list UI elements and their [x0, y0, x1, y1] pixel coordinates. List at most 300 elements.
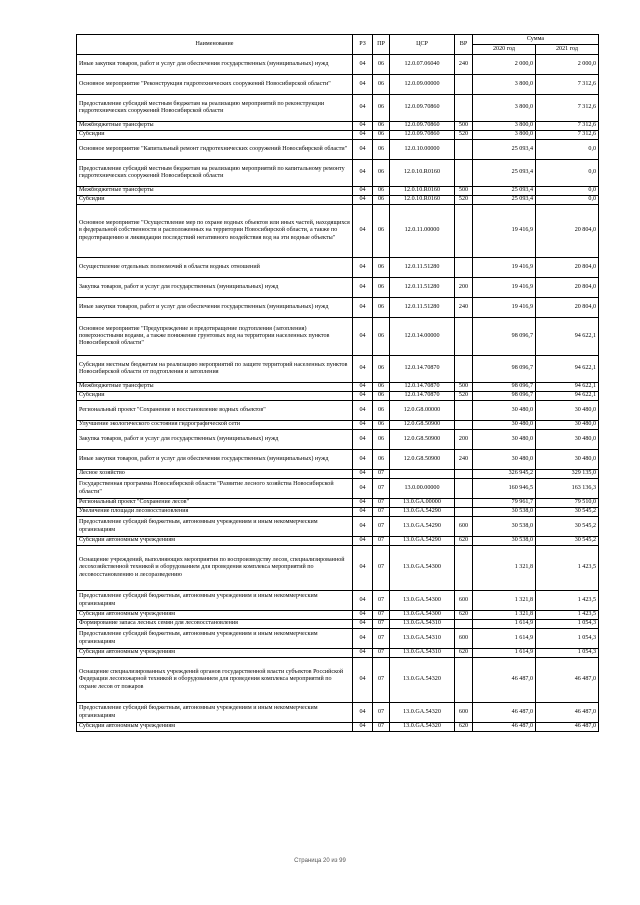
cell-pr: 07 — [373, 479, 390, 499]
cell-name: Предоставление субсидий местным бюджетам на реализацию мероприятий по капитальному ремонту гидротехнических сооружений Новосибирской области — [77, 160, 353, 187]
cell-pr: 07 — [373, 723, 390, 732]
cell-name: Основное мероприятие "Капитальный ремонт гидротехнических сооружений Новосибирской области" — [77, 140, 353, 160]
cell-vr — [455, 160, 473, 187]
cell-2020: 25 093,4 — [473, 187, 536, 196]
cell-2021: 1 054,3 — [536, 629, 599, 649]
cell-2021: 30 480,0 — [536, 401, 599, 421]
cell-rz: 04 — [353, 658, 373, 703]
cell-pr: 06 — [373, 187, 390, 196]
header-year-2020: 2020 год — [473, 45, 536, 55]
cell-2021: 94 622,1 — [536, 383, 599, 392]
cell-vr: 200 — [455, 430, 473, 450]
cell-pr: 06 — [373, 356, 390, 383]
cell-name: Предоставление субсидий бюджетным, автономным учреждениям и иным некоммерческим организациям — [77, 629, 353, 649]
cell-pr: 06 — [373, 401, 390, 421]
cell-pr: 06 — [373, 258, 390, 278]
cell-2021: 94 622,1 — [536, 318, 599, 356]
cell-name: Межбюджетные трансферты — [77, 187, 353, 196]
cell-rz: 04 — [353, 160, 373, 187]
table-row — [77, 122, 599, 131]
table-row — [77, 187, 599, 196]
table-row — [77, 508, 599, 517]
cell-2021: 163 136,3 — [536, 479, 599, 499]
cell-2021: 7 312,6 — [536, 75, 599, 95]
cell-2020: 1 321,8 — [473, 546, 536, 591]
cell-pr: 06 — [373, 318, 390, 356]
cell-csr: 13.0.GA.54310 — [390, 629, 455, 649]
cell-pr: 06 — [373, 131, 390, 140]
header-rz: РЗ — [353, 35, 373, 55]
cell-2020: 30 480,0 — [473, 430, 536, 450]
cell-rz: 04 — [353, 187, 373, 196]
cell-2020: 19 416,9 — [473, 298, 536, 318]
cell-vr: 240 — [455, 55, 473, 75]
cell-csr — [390, 470, 455, 479]
cell-name: Иные закупки товаров, работ и услуг для обеспечения государственных (муниципальных) нужд — [77, 298, 353, 318]
cell-vr: 600 — [455, 703, 473, 723]
cell-vr — [455, 421, 473, 430]
page-footer: Страница 20 из 99 — [294, 858, 346, 864]
cell-pr: 07 — [373, 629, 390, 649]
cell-csr: 12.0.G8.50900 — [390, 450, 455, 470]
cell-2021: 20 804,0 — [536, 258, 599, 278]
cell-vr — [455, 479, 473, 499]
table-row — [77, 205, 599, 258]
cell-rz: 04 — [353, 401, 373, 421]
table-row — [77, 591, 599, 611]
cell-rz: 04 — [353, 258, 373, 278]
table-row — [77, 196, 599, 205]
cell-csr: 12.0.G8.50900 — [390, 421, 455, 430]
cell-pr: 06 — [373, 55, 390, 75]
cell-vr: 600 — [455, 517, 473, 537]
cell-csr: 12.0.14.00000 — [390, 318, 455, 356]
cell-csr: 12.0.11.51280 — [390, 278, 455, 298]
cell-vr: 600 — [455, 629, 473, 649]
cell-csr: 12.0.09.70860 — [390, 95, 455, 122]
cell-name: Субсидии — [77, 392, 353, 401]
cell-vr — [455, 258, 473, 278]
cell-csr: 12.0.G8.50900 — [390, 430, 455, 450]
table-row — [77, 703, 599, 723]
cell-2020: 19 416,9 — [473, 258, 536, 278]
cell-2020: 30 538,0 — [473, 508, 536, 517]
cell-rz: 04 — [353, 318, 373, 356]
table-row — [77, 95, 599, 122]
cell-rz: 04 — [353, 517, 373, 537]
cell-rz: 04 — [353, 620, 373, 629]
table-row — [77, 546, 599, 591]
cell-name: Предоставление субсидий бюджетным, автономным учреждениям и иным некоммерческим организациям — [77, 703, 353, 723]
table-row — [77, 160, 599, 187]
cell-vr: 600 — [455, 591, 473, 611]
cell-2021: 0,0 — [536, 196, 599, 205]
table-row — [77, 392, 599, 401]
cell-name: Оснащение специализированных учреждений органов государственной власти субъектов Российской Федерации лесопожарной техникой и оборудованием для проведения комплекса мероприятий по охране лесов от пожаров — [77, 658, 353, 703]
cell-pr: 06 — [373, 196, 390, 205]
cell-2021: 1 054,3 — [536, 620, 599, 629]
cell-csr: 13.0.GA.54300 — [390, 591, 455, 611]
cell-2021: 30 480,0 — [536, 421, 599, 430]
cell-name: Лесное хозяйство — [77, 470, 353, 479]
cell-2021: 2 000,0 — [536, 55, 599, 75]
table-row — [77, 450, 599, 470]
table-row — [77, 383, 599, 392]
cell-name: Субсидии автономным учреждениям — [77, 649, 353, 658]
cell-rz: 04 — [353, 278, 373, 298]
cell-name: Межбюджетные трансферты — [77, 383, 353, 392]
cell-2021: 94 622,1 — [536, 392, 599, 401]
cell-vr — [455, 620, 473, 629]
cell-pr: 06 — [373, 278, 390, 298]
cell-rz: 04 — [353, 649, 373, 658]
cell-rz: 04 — [353, 421, 373, 430]
cell-name: Межбюджетные трансферты — [77, 122, 353, 131]
cell-rz: 04 — [353, 499, 373, 508]
cell-pr: 06 — [373, 122, 390, 131]
header-sum: Сумма — [473, 35, 599, 45]
cell-2020: 19 416,9 — [473, 278, 536, 298]
cell-2021: 30 545,2 — [536, 537, 599, 546]
table-row — [77, 430, 599, 450]
table-row — [77, 629, 599, 649]
cell-2020: 1 614,9 — [473, 649, 536, 658]
cell-pr: 06 — [373, 298, 390, 318]
table-body — [77, 55, 599, 732]
cell-2021: 0,0 — [536, 140, 599, 160]
cell-name: Региональный проект "Сохранение лесов" — [77, 499, 353, 508]
cell-rz: 04 — [353, 703, 373, 723]
cell-vr: 500 — [455, 383, 473, 392]
cell-2021: 0,0 — [536, 187, 599, 196]
cell-vr — [455, 318, 473, 356]
cell-2020: 30 480,0 — [473, 450, 536, 470]
cell-2021: 0,0 — [536, 160, 599, 187]
cell-2020: 98 096,7 — [473, 318, 536, 356]
header-vr: ВР — [455, 35, 473, 55]
cell-2020: 1 321,8 — [473, 591, 536, 611]
table-row — [77, 611, 599, 620]
header-year-2021: 2021 год — [536, 45, 599, 55]
cell-pr: 06 — [373, 430, 390, 450]
cell-2020: 3 800,0 — [473, 75, 536, 95]
cell-vr — [455, 546, 473, 591]
cell-name: Увеличение площади лесовосстановления — [77, 508, 353, 517]
cell-2021: 20 804,0 — [536, 298, 599, 318]
cell-name: Закупка товаров, работ и услуг для государственных (муниципальных) нужд — [77, 430, 353, 450]
cell-pr: 07 — [373, 517, 390, 537]
cell-2021: 30 480,0 — [536, 430, 599, 450]
cell-2020: 3 800,0 — [473, 131, 536, 140]
cell-2020: 46 487,0 — [473, 723, 536, 732]
cell-csr: 13.0.GA.54300 — [390, 546, 455, 591]
cell-name: Оснащение учреждений, выполняющих мероприятия по воспроизводству лесов, специализированной лесохозяйственной техникой и оборудованием для проведения комплекса мероприятий по лесовосстановлению и лесоразведению — [77, 546, 353, 591]
cell-vr: 520 — [455, 196, 473, 205]
cell-name: Основное мероприятие "Предупреждение и предотвращение подтопления (затопления) поверхностными водами, а также понижение грунтовых вод на территории населенных пунктов Новосибирской области" — [77, 318, 353, 356]
cell-csr: 12.0.11.51280 — [390, 298, 455, 318]
cell-2021: 1 423,5 — [536, 546, 599, 591]
cell-name: Предоставление субсидий местным бюджетам на реализацию мероприятий по реконструкции гидротехнических сооружений Новосибирской области — [77, 95, 353, 122]
cell-pr: 07 — [373, 620, 390, 629]
cell-csr: 12.0.10.R0160 — [390, 196, 455, 205]
cell-2020: 30 480,0 — [473, 421, 536, 430]
cell-2021: 7 312,6 — [536, 131, 599, 140]
cell-csr: 12.0.10.R0160 — [390, 160, 455, 187]
cell-pr: 06 — [373, 140, 390, 160]
cell-2021: 20 804,0 — [536, 278, 599, 298]
table-row — [77, 470, 599, 479]
table-row — [77, 140, 599, 160]
cell-rz: 04 — [353, 611, 373, 620]
cell-csr: 13.0.GA.00000 — [390, 499, 455, 508]
table-row — [77, 537, 599, 546]
cell-2020: 19 416,9 — [473, 205, 536, 258]
cell-rz: 04 — [353, 508, 373, 517]
cell-pr: 06 — [373, 205, 390, 258]
cell-2020: 1 614,9 — [473, 620, 536, 629]
cell-vr — [455, 658, 473, 703]
cell-rz: 04 — [353, 383, 373, 392]
cell-rz: 04 — [353, 298, 373, 318]
budget-table — [76, 34, 599, 732]
cell-rz: 04 — [353, 356, 373, 383]
cell-rz: 04 — [353, 430, 373, 450]
cell-2021: 1 054,3 — [536, 649, 599, 658]
table-row — [77, 75, 599, 95]
cell-csr: 13.0.00.00000 — [390, 479, 455, 499]
cell-2020: 46 487,0 — [473, 658, 536, 703]
cell-2020: 326 945,2 — [473, 470, 536, 479]
cell-vr — [455, 205, 473, 258]
cell-name: Иные закупки товаров, работ и услуг для обеспечения государственных (муниципальных) нужд — [77, 450, 353, 470]
cell-pr: 07 — [373, 470, 390, 479]
cell-2020: 98 096,7 — [473, 383, 536, 392]
cell-csr: 13.0.GA.54300 — [390, 611, 455, 620]
cell-vr: 240 — [455, 450, 473, 470]
cell-pr: 06 — [373, 95, 390, 122]
cell-rz: 04 — [353, 140, 373, 160]
cell-2020: 1 321,8 — [473, 611, 536, 620]
cell-2021: 94 622,1 — [536, 356, 599, 383]
cell-2021: 30 545,2 — [536, 508, 599, 517]
cell-csr: 12.0.10.R0160 — [390, 187, 455, 196]
cell-vr — [455, 508, 473, 517]
cell-rz: 04 — [353, 537, 373, 546]
table-row — [77, 658, 599, 703]
cell-pr: 06 — [373, 160, 390, 187]
cell-csr: 12.0.G8.00000 — [390, 401, 455, 421]
cell-rz: 04 — [353, 591, 373, 611]
cell-2021: 20 804,0 — [536, 205, 599, 258]
cell-vr: 500 — [455, 122, 473, 131]
cell-csr: 12.0.07.06040 — [390, 55, 455, 75]
cell-2021: 1 423,5 — [536, 591, 599, 611]
table-row — [77, 401, 599, 421]
table-row — [77, 318, 599, 356]
cell-pr: 06 — [373, 450, 390, 470]
cell-name: Предоставление субсидий бюджетным, автономным учреждениям и иным некоммерческим организациям — [77, 517, 353, 537]
cell-name: Субсидии автономным учреждениям — [77, 537, 353, 546]
cell-csr: 13.0.GA.54290 — [390, 517, 455, 537]
cell-rz: 04 — [353, 196, 373, 205]
cell-vr: 200 — [455, 278, 473, 298]
cell-rz: 04 — [353, 479, 373, 499]
cell-vr — [455, 356, 473, 383]
cell-2020: 160 946,5 — [473, 479, 536, 499]
cell-vr: 620 — [455, 537, 473, 546]
cell-2020: 98 096,7 — [473, 392, 536, 401]
cell-csr: 12.0.10.00000 — [390, 140, 455, 160]
cell-rz: 04 — [353, 450, 373, 470]
cell-csr: 12.0.14.70870 — [390, 392, 455, 401]
cell-2021: 30 545,2 — [536, 517, 599, 537]
cell-pr: 06 — [373, 75, 390, 95]
cell-csr: 13.0.GA.54290 — [390, 537, 455, 546]
cell-name: Субсидии автономным учреждениям — [77, 611, 353, 620]
cell-csr: 13.0.GA.54310 — [390, 620, 455, 629]
cell-2020: 30 538,0 — [473, 537, 536, 546]
table-header — [77, 35, 599, 55]
table-row — [77, 649, 599, 658]
cell-2021: 1 423,5 — [536, 611, 599, 620]
cell-name: Улучшение экологического состояния гидрографической сети — [77, 421, 353, 430]
cell-rz: 04 — [353, 55, 373, 75]
cell-2020: 1 614,9 — [473, 629, 536, 649]
cell-name: Субсидии — [77, 131, 353, 140]
cell-vr: 620 — [455, 649, 473, 658]
cell-vr — [455, 140, 473, 160]
cell-csr: 12.0.14.70870 — [390, 383, 455, 392]
cell-pr: 07 — [373, 658, 390, 703]
table-row — [77, 356, 599, 383]
cell-vr: 520 — [455, 131, 473, 140]
cell-pr: 06 — [373, 392, 390, 401]
cell-pr: 07 — [373, 649, 390, 658]
cell-2020: 25 093,4 — [473, 160, 536, 187]
cell-vr — [455, 75, 473, 95]
header-name: Наименование — [77, 35, 353, 55]
cell-name: Предоставление субсидий бюджетным, автономным учреждениям и иным некоммерческим организациям — [77, 591, 353, 611]
cell-2020: 79 961,7 — [473, 499, 536, 508]
cell-2020: 2 000,0 — [473, 55, 536, 75]
cell-rz: 04 — [353, 392, 373, 401]
cell-2020: 3 800,0 — [473, 95, 536, 122]
cell-2021: 30 480,0 — [536, 450, 599, 470]
table-row — [77, 131, 599, 140]
table-row — [77, 499, 599, 508]
table-row — [77, 620, 599, 629]
cell-2021: 7 312,6 — [536, 122, 599, 131]
cell-rz: 04 — [353, 122, 373, 131]
cell-csr: 13.0.GA.54320 — [390, 658, 455, 703]
header-csr: ЦСР — [390, 35, 455, 55]
cell-name: Государственная программа Новосибирской области "Развитие лесного хозяйства Новосибирской области" — [77, 479, 353, 499]
cell-pr: 07 — [373, 499, 390, 508]
cell-2020: 30 538,0 — [473, 517, 536, 537]
cell-vr — [455, 401, 473, 421]
cell-vr — [455, 470, 473, 479]
cell-name: Формирование запаса лесных семян для лесовосстановления — [77, 620, 353, 629]
cell-csr: 12.0.14.70870 — [390, 356, 455, 383]
cell-2021: 46 487,0 — [536, 658, 599, 703]
table-row — [77, 479, 599, 499]
cell-rz: 04 — [353, 629, 373, 649]
cell-name: Осуществление отдельных полномочий в области водных отношений — [77, 258, 353, 278]
cell-pr: 07 — [373, 611, 390, 620]
cell-csr: 12.0.09.70860 — [390, 131, 455, 140]
cell-pr: 07 — [373, 508, 390, 517]
cell-2020: 25 093,4 — [473, 196, 536, 205]
cell-pr: 07 — [373, 703, 390, 723]
cell-name: Иные закупки товаров, работ и услуг для обеспечения государственных (муниципальных) нужд — [77, 55, 353, 75]
cell-name: Субсидии — [77, 196, 353, 205]
cell-rz: 04 — [353, 205, 373, 258]
cell-name: Закупка товаров, работ и услуг для государственных (муниципальных) нужд — [77, 278, 353, 298]
cell-2021: 46 487,0 — [536, 723, 599, 732]
cell-pr: 07 — [373, 591, 390, 611]
header-pr: ПР — [373, 35, 390, 55]
cell-rz: 04 — [353, 95, 373, 122]
cell-2021: 329 135,0 — [536, 470, 599, 479]
cell-2020: 3 800,0 — [473, 122, 536, 131]
cell-vr: 500 — [455, 187, 473, 196]
cell-csr: 12.0.11.51280 — [390, 258, 455, 278]
table-row — [77, 258, 599, 278]
cell-csr: 12.0.11.00000 — [390, 205, 455, 258]
table-row — [77, 55, 599, 75]
cell-rz: 04 — [353, 723, 373, 732]
cell-pr: 06 — [373, 421, 390, 430]
cell-pr: 07 — [373, 546, 390, 591]
table-row — [77, 298, 599, 318]
cell-vr: 520 — [455, 392, 473, 401]
cell-rz: 04 — [353, 131, 373, 140]
cell-name: Основное мероприятие "Осуществление мер по охране водных объектов или иных частей, находящихся в федеральной собственности и расположенных на территории Новосибирской области, а также по предотвращению и ликвидации последствий негативного воздействия вод на эти водные объекты" — [77, 205, 353, 258]
cell-2020: 25 093,4 — [473, 140, 536, 160]
table-row — [77, 278, 599, 298]
cell-name: Региональный проект "Сохранение и восстановление водных объектов" — [77, 401, 353, 421]
cell-vr — [455, 499, 473, 508]
cell-csr: 13.0.GA.54320 — [390, 703, 455, 723]
cell-rz: 04 — [353, 470, 373, 479]
cell-2020: 46 487,0 — [473, 703, 536, 723]
cell-csr: 13.0.GA.54320 — [390, 723, 455, 732]
cell-2021: 7 312,6 — [536, 95, 599, 122]
cell-csr: 12.0.09.70860 — [390, 122, 455, 131]
cell-vr: 240 — [455, 298, 473, 318]
table-row — [77, 723, 599, 732]
cell-2020: 30 480,0 — [473, 401, 536, 421]
table-row — [77, 421, 599, 430]
cell-name: Субсидии автономным учреждениям — [77, 723, 353, 732]
cell-vr — [455, 95, 473, 122]
cell-rz: 04 — [353, 75, 373, 95]
cell-csr: 13.0.GA.54310 — [390, 649, 455, 658]
table-row — [77, 517, 599, 537]
cell-2020: 98 096,7 — [473, 356, 536, 383]
cell-name: Субсидии местным бюджетам на реализацию мероприятий по защите территорий населенных пунктов Новосибирской области от подтопления и затопления — [77, 356, 353, 383]
cell-rz: 04 — [353, 546, 373, 591]
cell-2021: 46 487,0 — [536, 703, 599, 723]
cell-name: Основное мероприятие "Реконструкция гидротехнических сооружений Новосибирской области" — [77, 75, 353, 95]
cell-csr: 12.0.09.00000 — [390, 75, 455, 95]
cell-pr: 07 — [373, 537, 390, 546]
cell-2021: 79 510,0 — [536, 499, 599, 508]
cell-vr: 620 — [455, 611, 473, 620]
cell-vr: 620 — [455, 723, 473, 732]
cell-csr: 13.0.GA.54290 — [390, 508, 455, 517]
cell-pr: 06 — [373, 383, 390, 392]
